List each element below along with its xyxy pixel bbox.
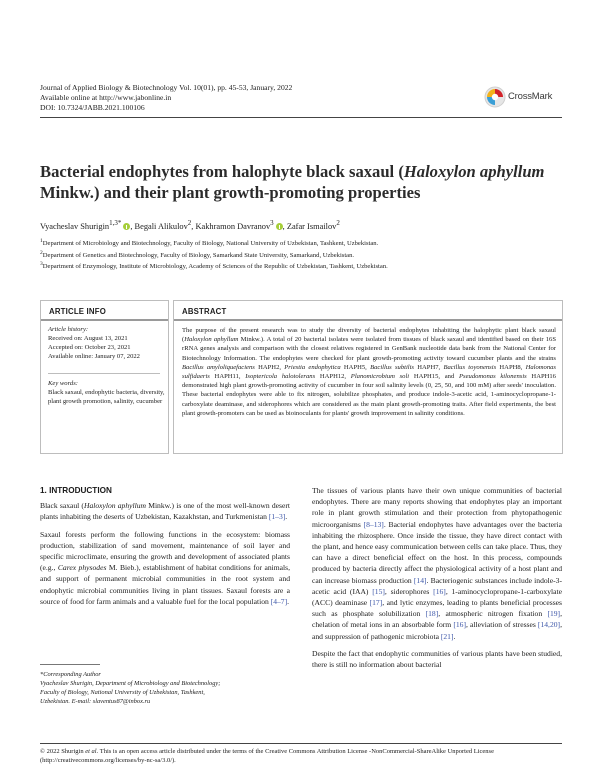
citation-link[interactable]: [14] [413,575,427,585]
citation-link[interactable]: [15] [372,586,385,596]
abstract-heading: ABSTRACT [182,307,227,316]
affiliation: $^1$Department of Microbiology and Biotechnology, Faculty of Biology, National University of Uzbekistan, Tashkent, Uzbekistan. [40,238,379,248]
citation-link[interactable]: [19] [547,609,561,619]
citation-link[interactable]: [1–3] [268,512,286,522]
affiliation: $^2$Department of Genetics and Biotechnology, Faculty of Biology, Samarkand State University, Samarkand, Uzbekistan. [40,249,355,259]
header-divider [40,117,562,118]
crossmark-badge[interactable] [484,86,564,108]
abstract-text: The purpose of the present research was to study the diversity of bacterial endophytes inhabiting the halophytic plant black saxaul (Haloxylon aphyllum Minkw.). A total of 20 bacterial isolates were isolated from tissues of black saxaul and identified based on their 16S rRNA genes analysis and comparison with the closest relatives registered in GenBank nucleotide data bank from the National Center for Biotechnology Information. The endophytes were checked for plant growth-promoting activity toward cucumber plants and the strains Bacillus amyloliquefaciens HAPH2, Priestia endophytica HAPH5, Bacillus subtilis HAPH7, Bacillus toyonensis HAPH8, Halomonas sulfidaeris HAPH11, Isoptericola halotolerans HAPH12, Planomicrobium soli HAPH15, and Pseudomonas kilonensis HAPH16 demonstrated high plant growth-promoting activity of cucumber in four soil salinity levels (0, 25, 50, and 100 mM) after seeds' inoculation. These bacterial endophytes were able to fix nitrogen, solubilize phosphates, and produce indole-3-acetic acid, 1-aminocyclopropane-1-carboxylate deaminase, and siderophores which are considered as the main plant growth-promoting traits. After field experiments, the best plant growth-promoters can be used as bioinoculants for plants' growth improvement in salinity conditions. [182,327,556,417]
author[interactable]: Kakhramon Davranov$^3$ , [195,219,287,231]
keywords-list: Black saxaul, endophytic bacteria, diversity, plant growth promotion, salinity, cucumber [48,389,165,405]
journal-citation: Journal of Applied Biology & Biotechnology Vol. 10(01), pp. 45-53, January, 2022 [40,83,293,92]
article-title: Bacterial endophytes from halophyte black saxaul (Haloxylon aphyllum Minkw.) and their plant growth-promoting properties [40,162,545,202]
info-divider [48,373,160,374]
author-list [40,219,560,231]
orcid-icon[interactable] [276,223,283,230]
crossmark-label: CrossMark [508,91,553,102]
keywords: Key words: Black saxaul, endophytic bacteria, diversity, plant growth promotion, salinity, cucumber [48,380,165,405]
citation-link[interactable]: [14,20] [537,620,561,630]
accepted-date: Accepted on: October 23, 2021 [48,344,131,351]
article-info-box [40,300,169,454]
intro-paragraph: Black saxaul (Haloxylon aphyllum Minkw.) is one of the most well-known desert plants inhabiting the deserts of Uzbekistan, Kazakhstan, and Turkmenistan [1–3]. [40,501,290,522]
right-column [312,485,562,676]
citation-link[interactable]: [21] [440,631,454,641]
abstract-box [173,300,563,454]
affiliation: $^3$Department of Enzymology, Institute of Microbiology, Academy of Sciences of the Republic of Uzbekistan, Tashkent, Uzbekistan. [40,261,388,271]
citation-link[interactable]: [16] [433,586,446,596]
article-info-heading: ARTICLE INFO [49,307,106,316]
crossmark-icon [484,86,506,108]
body-paragraph: The tissues of various plants have their own unique communities of bacterial endophytes. There are many reports showing that endophytes play an important role in plant growth stimulation and their protection from phytopathogenic microorganisms [8–13]. Bacterial endophytes have advantages over the bacteria inhabiting the rhizosphere. Once inside the tissue, they have direct contact with the plant, and hence easy communication between cells can take place. Thus, they can have a direct beneficial effect on the host. In this process, compounds produced by bacteria directly affect the physiological activity of a host plant and can increase biomass production [14]. Bacteriogenic substances include indole-3-acetic acid (IAA) [15], siderophores [16], 1-aminocyclopropane-1-carboxylate (ACC) deaminase [17], and lytic enzymes, leading to plants beneficial processes such as phosphate solubilization [18], atmospheric nitrogen fixation [19], chelation of metal ions in an absorbable form [16], alleviation of stresses [14,20], and suppression of pathogenic microbiota [21]. [312,486,562,641]
author-email[interactable]: Uzbekistan. E-mail: slaventus87@inbox.ru [40,698,151,705]
body-paragraph: Despite the fact that endophytic communities of various plants have been studied, there is still no information about bacterial [312,648,562,670]
affiliations [40,237,560,272]
intro-paragraph: Saxaul forests perform the following functions in the ecosystem: biomass production, stabilization of sand movement, maintenance of soil layer and specific microclimate, ensuring the growth and development of associated plants (e.g., Carex physodes M. Bieb.), establishment of habitat conditions for animals, and support of permanent microbial communities in the root system and endophytic microbial communities living in plant tissues. Saxaul forests are a source of food for farm animals and a valuable fuel for the local population [4–7]. [40,529,291,606]
corresponding-author: *Corresponding Author Vyacheslav Shurigin, Department of Microbiology and Biotechnology; Faculty of Biology, National University of Uzbekistan, Tashkent, Uzbekistan. E-mail: slaventus87@inbox.ru [40,670,290,706]
journal-url[interactable]: Available online at http://www.jabonline.in [40,93,172,102]
author[interactable]: Zafar Ismailov$^2$ [286,219,340,231]
section-heading: 1. INTRODUCTION [40,486,112,495]
license-footer: © 2022 Shurigin et al. This is an open access article distributed under the terms of the Creative Commons Attribution License -NonCommercial-ShareAlike Unported License (http://creativecommons.org/licenses/by-nc-sa/3.0/). [40,748,494,764]
footnote-divider [40,664,100,665]
intro-column [40,485,290,613]
article-history: Article history: Received on: August 13, 2021 Accepted on: October 23, 2021 Available online: January 07, 2022 [48,325,166,361]
citation-link[interactable]: [4–7] [270,596,288,606]
author[interactable]: Vyacheslav Shurigin$^{1,3*}$ , [40,219,135,231]
journal-doi[interactable]: DOI: 10.7324/JABB.2021.100106 [40,103,145,112]
received-date: Received on: August 13, 2021 [48,335,128,342]
citation-link[interactable]: [8–13] [363,519,384,529]
footer-divider [40,743,562,744]
citation-link[interactable]: [17] [369,598,383,608]
citation-link[interactable]: [16] [453,620,466,630]
citation-link[interactable]: [18] [425,609,439,619]
journal-header [40,83,292,113]
author[interactable]: Begali Alikulov$^2$, [134,219,196,231]
available-date: Available online: January 07, 2022 [48,353,140,360]
